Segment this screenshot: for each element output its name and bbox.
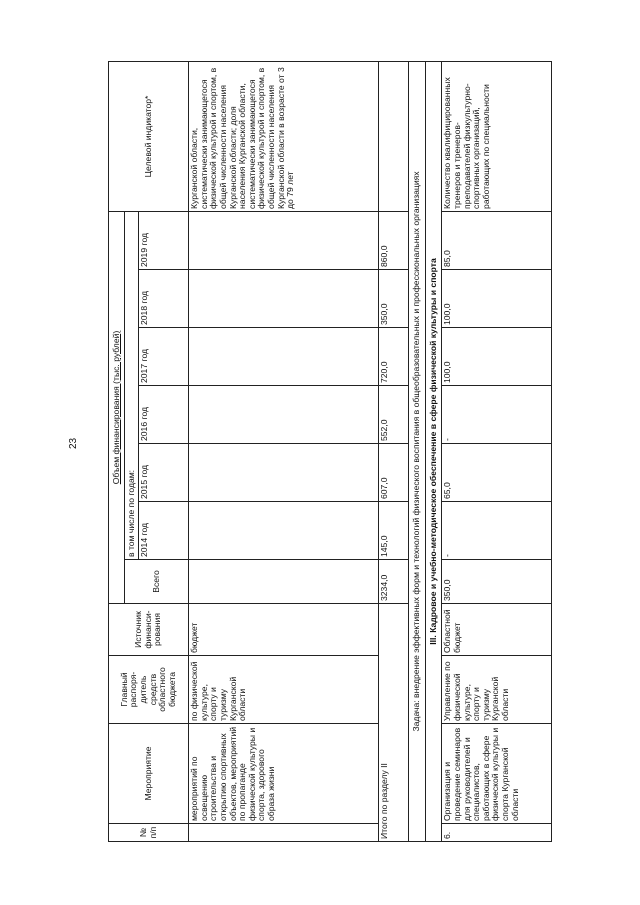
row6-manager: Управление по физической культуре, спорту и туризму Курганской области xyxy=(442,656,552,724)
section-total-row xyxy=(379,61,409,841)
table-row xyxy=(189,61,379,841)
section-total-2016: 552,0 xyxy=(379,386,409,444)
row6-2015: 65,0 xyxy=(442,444,552,502)
table-row xyxy=(442,61,552,841)
financing-table xyxy=(108,61,552,842)
row-continued-event: мероприятий по освещению строительства и открытию спортивных объектов, мероприятий по пропаганде физической культуры и спорта, здорового образа жизни xyxy=(189,724,379,824)
section3-title: III. Кадровое и учебно-методическое обеспечение в сфере физической культуры и спорта xyxy=(425,61,442,841)
row6-event: Организация и проведение семинаров для руководителей и специалистов, работающих в сфере физической культуры и спорта Курганской области xyxy=(442,724,552,824)
section3-row xyxy=(425,61,442,841)
row6-total: 350,0 xyxy=(442,560,552,604)
page-number: 23 xyxy=(68,437,79,449)
header-source: Источник финанси- рования xyxy=(109,604,189,656)
section-total-2015: 607,0 xyxy=(379,444,409,502)
header-volume: Объем финансирования (тыс. рублей) xyxy=(109,211,125,603)
header-manager: Главный распоря- дитель средств областного бюджета xyxy=(109,656,189,724)
header-year-2018: 2018 год xyxy=(139,270,189,328)
header-year-2019: 2019 год xyxy=(139,211,189,269)
row6-2014: - xyxy=(442,502,552,560)
section-total-2018: 350,0 xyxy=(379,270,409,328)
header-year-2014: 2014 год xyxy=(139,502,189,560)
row6-2016: - xyxy=(442,386,552,444)
section-total-2017: 720,0 xyxy=(379,328,409,386)
row-continued-indicator: Курганской области, систематически занимающегося физической культурой и спортом, в общей численности населения Курганской области; доля населения Курганской области, систематически занимающегося физической культурой и спортом, в общей численности населения Курганской области в возрасте от 3 до 79 лет xyxy=(189,61,379,211)
row6-indicator: Количество квалифицированных тренеров и тренеров-преподавателей физкультурно-спортивных организаций, работающих по специальности xyxy=(442,61,552,211)
task-text: Задача: внедрение эффективных форм и технологий физического воспитания в общеобразовательных и профессиональных организациях xyxy=(409,61,426,841)
task-row xyxy=(409,61,426,841)
row6-2019: 85,0 xyxy=(442,211,552,269)
header-year-2015: 2015 год xyxy=(139,444,189,502)
section-total-2019: 860,0 xyxy=(379,211,409,269)
section-total-2014: 145,0 xyxy=(379,502,409,560)
section-total-label: Итого по разделу II xyxy=(379,604,409,842)
row6-num: 6. xyxy=(442,824,552,842)
header-by-years: в том числе по годам: xyxy=(125,211,139,559)
header-year-2017: 2017 год xyxy=(139,328,189,386)
row-continued-source: бюджет xyxy=(189,604,379,656)
header-num: № п/п xyxy=(109,824,189,842)
section-total-sum: 3234,0 xyxy=(379,560,409,604)
rotated-table-page xyxy=(108,62,620,842)
row6-2018: 100,0 xyxy=(442,270,552,328)
row6-2017: 100,0 xyxy=(442,328,552,386)
header-year-2016: 2016 год xyxy=(139,386,189,444)
header-total: Всего xyxy=(125,560,189,604)
header-event: Мероприятие xyxy=(109,724,189,824)
row6-source: Областной бюджет xyxy=(442,604,552,656)
row-continued-manager: по физической культуре, спорту и туризму Курганской области xyxy=(189,656,379,724)
header-indicator: Целевой индикатор* xyxy=(109,61,189,211)
